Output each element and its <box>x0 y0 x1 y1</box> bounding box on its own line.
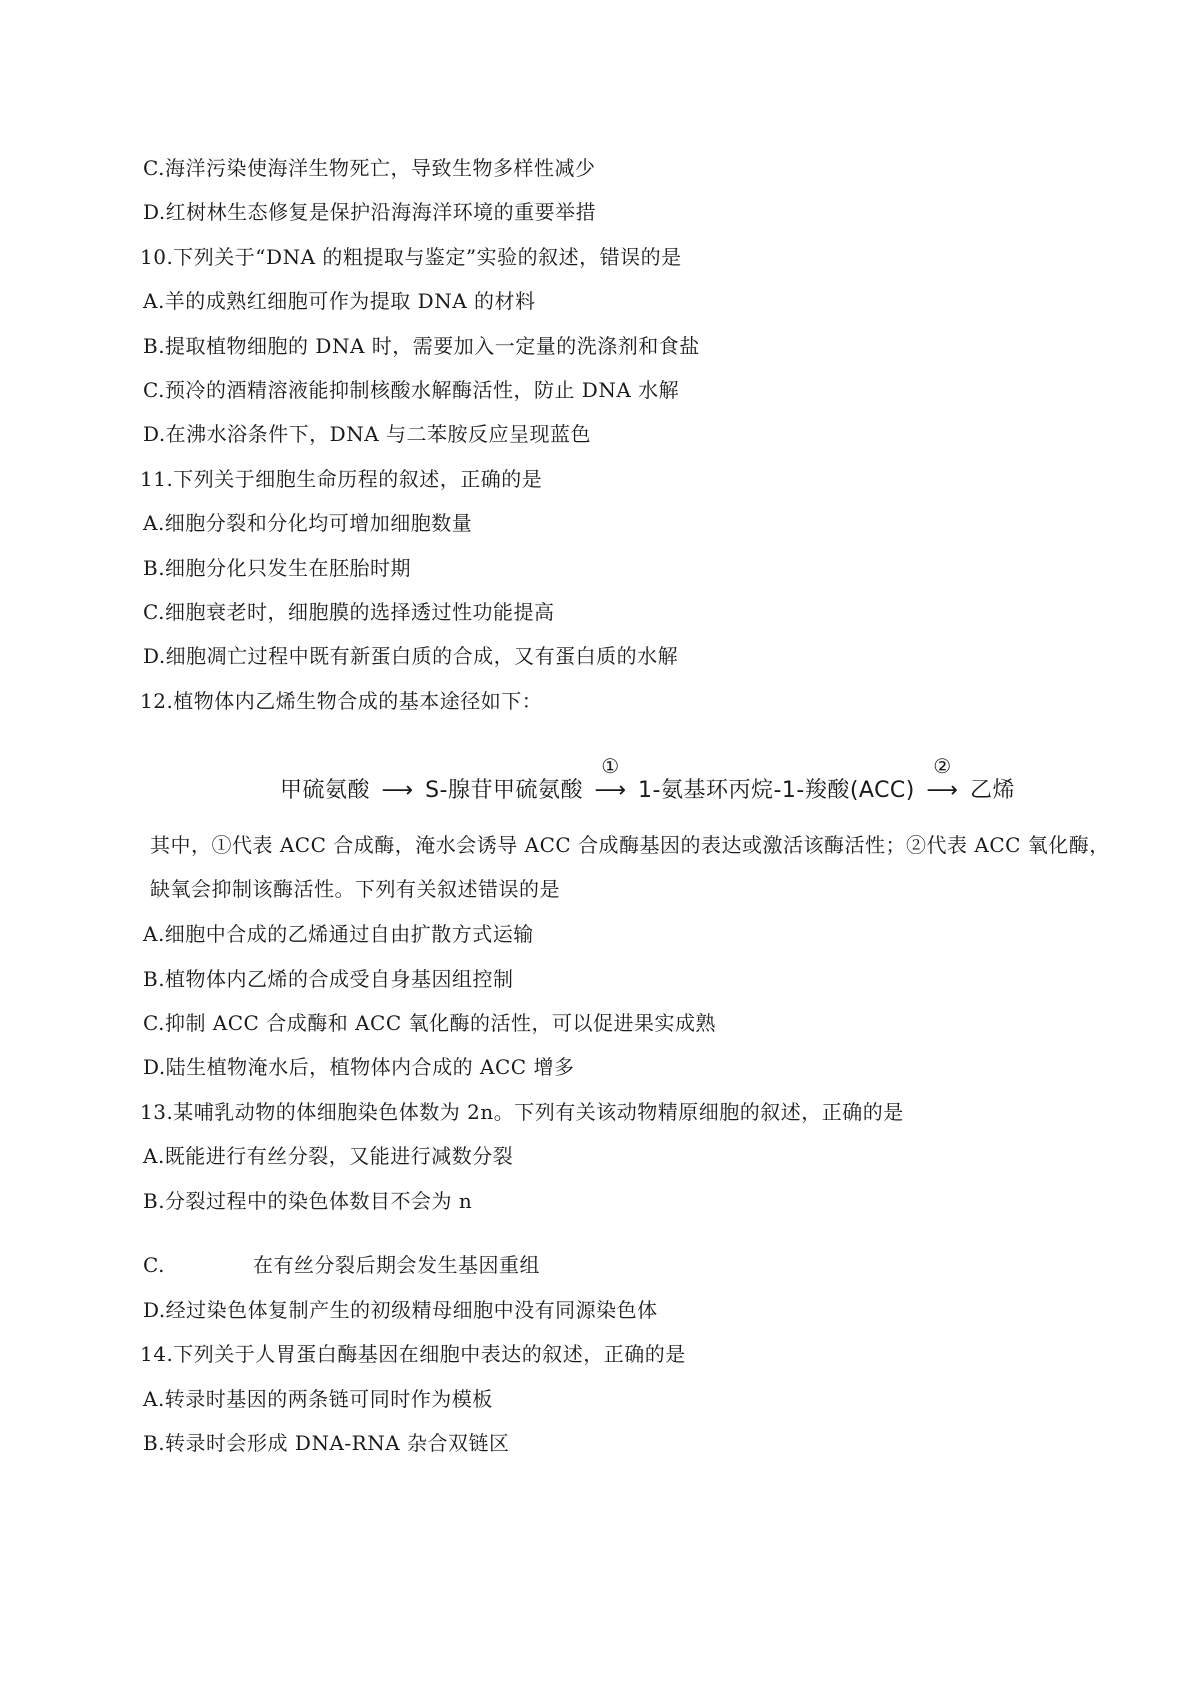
q10-option-d: D.在沸水浴条件下，DNA 与二苯胺反应呈现蓝色 <box>143 422 592 446</box>
q12-option-d: D.陆生植物淹水后，植物体内合成的 ACC 增多 <box>143 1055 575 1079</box>
q12-description-2: 缺氧会抑制该酶活性。下列有关叙述错误的是 <box>150 877 560 901</box>
q13-option-c <box>143 1251 540 1279</box>
pathway-methionine: 甲硫氨酸 <box>280 778 371 803</box>
q11-option-a: A.细胞分裂和分化均可增加细胞数量 <box>143 511 473 535</box>
q10-option-a: A.羊的成熟红细胞可作为提取 DNA 的材料 <box>143 289 536 313</box>
pathway-arrow-2 <box>594 754 627 806</box>
q13-option-c-label: C. <box>143 1253 165 1277</box>
q12-stem: 12.植物体内乙烯生物合成的基本途径如下： <box>140 689 543 713</box>
q12-option-c: C.抑制 ACC 合成酶和 ACC 氧化酶的活性，可以促进果实成熟 <box>143 1011 716 1035</box>
pathway-arrow-3 <box>926 754 959 806</box>
q11-option-b: B.细胞分化只发生在胚胎时期 <box>143 556 412 580</box>
arrow-icon: ⟶ <box>381 778 414 803</box>
q13-option-b: B.分裂过程中的染色体数目不会为 n <box>143 1189 473 1213</box>
q11-option-c: C.细胞衰老时，细胞膜的选择透过性功能提高 <box>143 600 555 624</box>
q10-option-b: B.提取植物细胞的 DNA 时，需要加入一定量的洗涤剂和食盐 <box>143 334 700 358</box>
q12-option-a: A.细胞中合成的乙烯通过自由扩散方式运输 <box>143 922 534 946</box>
arrow-icon: ⟶ <box>926 778 959 803</box>
q12-description-1: 其中，①代表 ACC 合成酶，淹水会诱导 ACC 合成酶基因的表达或激活该酶活性；②代表 ACC 氧化酶， <box>150 833 1110 857</box>
q13-option-a: A.既能进行有丝分裂，又能进行减数分裂 <box>143 1144 514 1168</box>
q9-option-d: D.红树林生态修复是保护沿海海洋环境的重要举措 <box>143 200 597 224</box>
q14-stem: 14.下列关于人胃蛋白酶基因在细胞中表达的叙述，正确的是 <box>140 1342 686 1366</box>
enzyme-mark-2: ② <box>933 754 952 778</box>
pathway-acc: 1-氨基环丙烷-1-羧酸(ACC) <box>638 778 915 803</box>
pathway-sam: S-腺苷甲硫氨酸 <box>425 778 583 803</box>
q14-option-a: A.转录时基因的两条链可同时作为模板 <box>143 1387 493 1411</box>
q14-option-b: B.转录时会形成 DNA-RNA 杂合双链区 <box>143 1431 510 1455</box>
q12-option-b: B.植物体内乙烯的合成受自身基因组控制 <box>143 967 514 991</box>
ethylene-pathway-diagram <box>280 754 1015 806</box>
pathway-arrow-1 <box>382 776 414 806</box>
q13-stem: 13.某哺乳动物的体细胞染色体数为 2n。下列有关该动物精原细胞的叙述，正确的是 <box>140 1100 904 1124</box>
arrow-icon: ⟶ <box>594 778 627 803</box>
q10-option-c: C.预冷的酒精溶液能抑制核酸水解酶活性，防止 DNA 水解 <box>143 378 680 402</box>
q10-stem: 10.下列关于“DNA 的粗提取与鉴定”实验的叙述，错误的是 <box>140 245 682 269</box>
q11-option-d: D.细胞凋亡过程中既有新蛋白质的合成，又有蛋白质的水解 <box>143 644 679 668</box>
q9-option-c: C.海洋污染使海洋生物死亡，导致生物多样性减少 <box>143 156 596 180</box>
q13-option-c-text: 在有丝分裂后期会发生基因重组 <box>252 1253 540 1277</box>
q11-stem: 11.下列关于细胞生命历程的叙述，正确的是 <box>140 467 543 491</box>
pathway-ethylene: 乙烯 <box>969 778 1015 803</box>
q13-option-d: D.经过染色体复制产生的初级精母细胞中没有同源染色体 <box>143 1298 658 1322</box>
enzyme-mark-1: ① <box>601 754 620 778</box>
